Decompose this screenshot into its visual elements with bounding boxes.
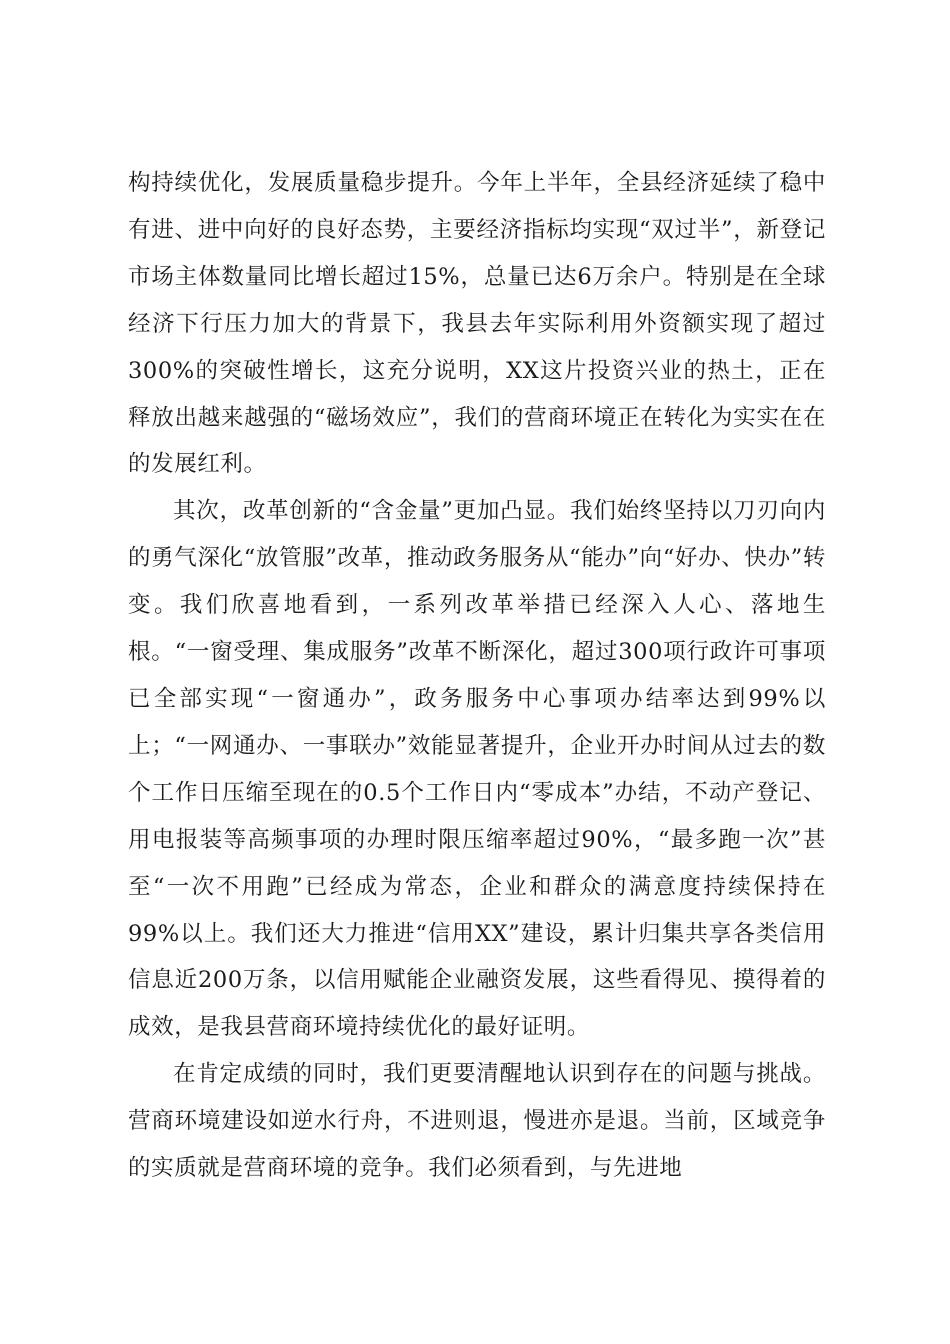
paragraph-continuation: 构持续优化，发展质量稳步提升。今年上半年，全县经济延续了稳中有进、进中向好的良好态势，主要经济指标均实现“双过半”，新登记市场主体数量同比增长超过15%，总量已达6万余户。特别是在全球经济下行压力加大的背景下，我县去年实际利用外资额实现了超过300%的突破性增长，这充分说明，XX这片投资兴业的热土，正在释放出越来越强的“磁场效应”，我们的营商环境正在转化为实实在在的发展红利。 bbox=[128, 170, 826, 478]
paragraph-problems-challenges: 在肯定成绩的同时，我们更要清醒地认识到存在的问题与挑战。营商环境建设如逆水行舟，不进则退，慢进亦是退。当前，区域竞争的实质就是营商环境的竞争。我们必须看到，与先进地 bbox=[128, 1061, 826, 1182]
body-text bbox=[128, 160, 826, 1192]
paragraph-reform-innovation: 其次，改革创新的“含金量”更加凸显。我们始终坚持以刀刃向内的勇气深化“放管服”改革，推动政务服务从“能办”向“好办、快办”转变。我们欣喜地看到，一系列改革举措已经深入人心、落地生根。“一窗受理、集成服务”改革不断深化，超过300项行政许可事项已全部实现“一窗通办”，政务服务中心事项办结率达到99%以上；“一网通办、一事联办”效能显著提升，企业开办时间从过去的数个工作日压缩至现在的0.5个工作日内“零成本”办结，不动产登记、用电报装等高频事项的办理时限压缩率超过90%，“最多跑一次”甚至“一次不用跑”已经成为常态，企业和群众的满意度持续保持在99%以上。我们还大力推进“信用XX”建设，累计归集共享各类信用信息近200万条，以信用赋能企业融资发展，这些看得见、摸得着的成效，是我县营商环境持续优化的最好证明。 bbox=[128, 498, 826, 1041]
